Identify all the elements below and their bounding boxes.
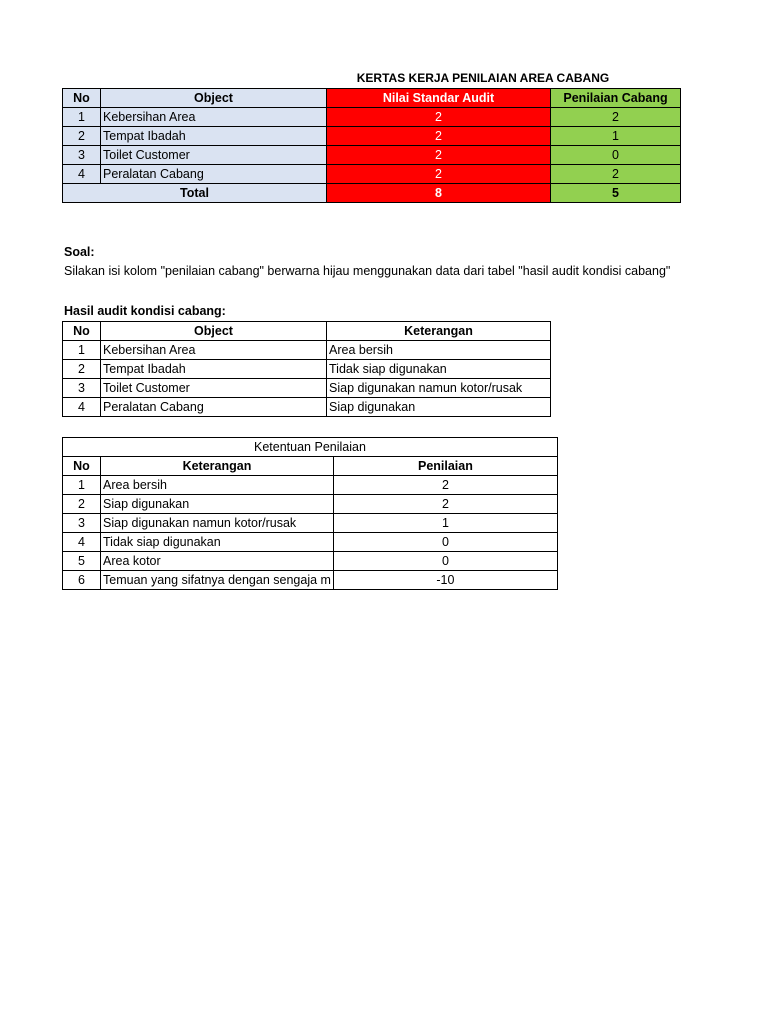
cell-note[interactable]: Siap digunakan xyxy=(101,495,334,514)
table-row xyxy=(63,514,558,533)
table-row xyxy=(63,495,558,514)
cell-no[interactable]: 3 xyxy=(63,146,101,165)
total-label[interactable]: Total xyxy=(63,184,327,203)
cell-note[interactable]: Area bersih xyxy=(327,341,551,360)
header-note[interactable]: Keterangan xyxy=(327,322,551,341)
cell-standard-score[interactable]: 2 xyxy=(327,127,551,146)
cell-object[interactable]: Toilet Customer xyxy=(101,379,327,398)
cell-no[interactable]: 1 xyxy=(63,476,101,495)
table-title-row xyxy=(63,438,558,457)
header-branch-score[interactable]: Penilaian Cabang xyxy=(551,89,681,108)
rules-table-title[interactable]: Ketentuan Penilaian xyxy=(63,438,558,457)
table-row xyxy=(63,552,558,571)
header-no[interactable]: No xyxy=(63,89,101,108)
cell-note[interactable]: Siap digunakan namun kotor/rusak xyxy=(101,514,334,533)
cell-note[interactable]: Area bersih xyxy=(101,476,334,495)
cell-score[interactable]: -10 xyxy=(333,571,557,590)
table-row xyxy=(63,127,681,146)
header-standard-score[interactable]: Nilai Standar Audit xyxy=(327,89,551,108)
cell-note[interactable]: Tidak siap digunakan xyxy=(101,533,334,552)
cell-no[interactable]: 2 xyxy=(63,495,101,514)
table-row xyxy=(63,398,551,417)
cell-note[interactable]: Siap digunakan xyxy=(327,398,551,417)
cell-note[interactable]: Temuan yang sifatnya dengan sengaja m xyxy=(101,571,334,590)
header-no[interactable]: No xyxy=(63,322,101,341)
audit-table-title: Hasil audit kondisi cabang: xyxy=(64,304,226,318)
cell-score[interactable]: 0 xyxy=(333,533,557,552)
cell-no[interactable]: 3 xyxy=(63,379,101,398)
cell-standard-score[interactable]: 2 xyxy=(327,146,551,165)
cell-no[interactable]: 1 xyxy=(63,341,101,360)
question-text: Silakan isi kolom "penilaian cabang" berwarna hijau menggunakan data dari tabel "hasil audit kondisi cabang" xyxy=(64,264,671,278)
header-no[interactable]: No xyxy=(63,457,101,476)
cell-object[interactable]: Peralatan Cabang xyxy=(101,165,327,184)
cell-object[interactable]: Tempat Ibadah xyxy=(101,360,327,379)
total-standard-score[interactable]: 8 xyxy=(327,184,551,203)
cell-score[interactable]: 2 xyxy=(333,476,557,495)
table-row xyxy=(63,146,681,165)
cell-object[interactable]: Kebersihan Area xyxy=(101,108,327,127)
table-row xyxy=(63,379,551,398)
cell-branch-score[interactable]: 1 xyxy=(551,127,681,146)
total-branch-score[interactable]: 5 xyxy=(551,184,681,203)
cell-object[interactable]: Toilet Customer xyxy=(101,146,327,165)
cell-object[interactable]: Tempat Ibadah xyxy=(101,127,327,146)
table-row xyxy=(63,108,681,127)
cell-no[interactable]: 2 xyxy=(63,127,101,146)
header-object[interactable]: Object xyxy=(101,89,327,108)
table-header-row xyxy=(63,322,551,341)
table-row xyxy=(63,533,558,552)
cell-branch-score[interactable]: 0 xyxy=(551,146,681,165)
header-score[interactable]: Penilaian xyxy=(333,457,557,476)
cell-no[interactable]: 5 xyxy=(63,552,101,571)
table-header-row xyxy=(63,457,558,476)
cell-object[interactable]: Kebersihan Area xyxy=(101,341,327,360)
audit-result-table xyxy=(62,321,551,417)
cell-branch-score[interactable]: 2 xyxy=(551,108,681,127)
table-row xyxy=(63,360,551,379)
sheet-title: KERTAS KERJA PENILAIAN AREA CABANG xyxy=(356,71,610,85)
question-label: Soal: xyxy=(64,245,95,259)
cell-no[interactable]: 4 xyxy=(63,533,101,552)
cell-no[interactable]: 6 xyxy=(63,571,101,590)
cell-standard-score[interactable]: 2 xyxy=(327,165,551,184)
cell-no[interactable]: 4 xyxy=(63,398,101,417)
cell-score[interactable]: 0 xyxy=(333,552,557,571)
table-row xyxy=(63,571,558,590)
cell-branch-score[interactable]: 2 xyxy=(551,165,681,184)
table-row xyxy=(63,341,551,360)
table-row xyxy=(63,476,558,495)
cell-score[interactable]: 1 xyxy=(333,514,557,533)
cell-no[interactable]: 3 xyxy=(63,514,101,533)
cell-note[interactable]: Tidak siap digunakan xyxy=(327,360,551,379)
header-object[interactable]: Object xyxy=(101,322,327,341)
main-assessment-table xyxy=(62,88,681,203)
header-note[interactable]: Keterangan xyxy=(101,457,334,476)
total-row xyxy=(63,184,681,203)
cell-standard-score[interactable]: 2 xyxy=(327,108,551,127)
cell-no[interactable]: 1 xyxy=(63,108,101,127)
table-header-row xyxy=(63,89,681,108)
cell-note[interactable]: Area kotor xyxy=(101,552,334,571)
cell-object[interactable]: Peralatan Cabang xyxy=(101,398,327,417)
cell-no[interactable]: 4 xyxy=(63,165,101,184)
cell-no[interactable]: 2 xyxy=(63,360,101,379)
table-row xyxy=(63,165,681,184)
scoring-rules-table xyxy=(62,437,558,590)
cell-note[interactable]: Siap digunakan namun kotor/rusak xyxy=(327,379,551,398)
cell-score[interactable]: 2 xyxy=(333,495,557,514)
